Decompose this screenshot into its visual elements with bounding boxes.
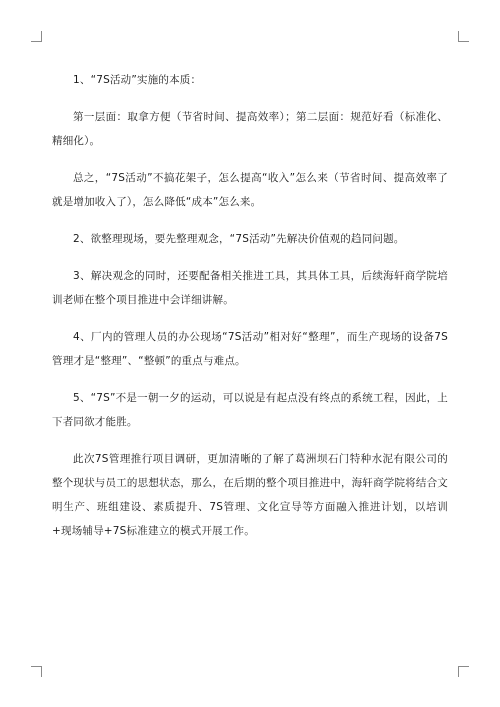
crop-mark-bottom-left xyxy=(31,666,42,677)
crop-mark-bottom-right xyxy=(458,666,469,677)
paragraph-point-3: 3、解决观念的同时，还要配备相关推进工具，其具体工具，后续海轩商学院培训老师在整个项目推进中会详细讲解。 xyxy=(52,270,448,306)
paragraph-levels: 第一层面：取拿方便（节省时间、提高效率）；第二层面：规范好看（标准化、精细化）。 xyxy=(52,111,448,147)
crop-mark-top-right xyxy=(458,31,469,42)
paragraph-summary: 总之，“7S活动”不搞花架子，怎么提高“收入”怎么来（节省时间、提高效率了就是增加收入了），怎么降低“成本”怎么来。 xyxy=(52,172,448,208)
paragraph-point-4: 4、厂内的管理人员的办公现场“7S活动”相对好“整理”，而生产现场的设备7S管理才是“整理”、“整顿”的重点与难点。 xyxy=(52,331,448,367)
crop-mark-top-left xyxy=(31,31,42,42)
paragraph-conclusion: 此次7S管理推行项目调研，更加清晰的了解了葛洲坝石门特种水泥有限公司的整个现状与员工的思想状态，那么，在后期的整个项目推进中，海轩商学院将结合文明生产、班组建设、素质提升、7S管理、文化宣导等方面融入推进计划，以培训+现场辅导+7S标准建立的模式开展工作。 xyxy=(52,453,448,537)
paragraph-point-5: 5、“7S”不是一朝一夕的运动，可以说是有起点没有终点的系统工程，因此，上下者同欲才能胜。 xyxy=(52,392,448,428)
paragraph-heading-essence: 1、“7S活动”实施的本质： xyxy=(73,74,202,86)
paragraph-point-2: 2、欲整理现场，要先整理观念，“7S活动”先解决价值观的趋同问题。 xyxy=(73,233,405,245)
document-body xyxy=(52,68,448,556)
